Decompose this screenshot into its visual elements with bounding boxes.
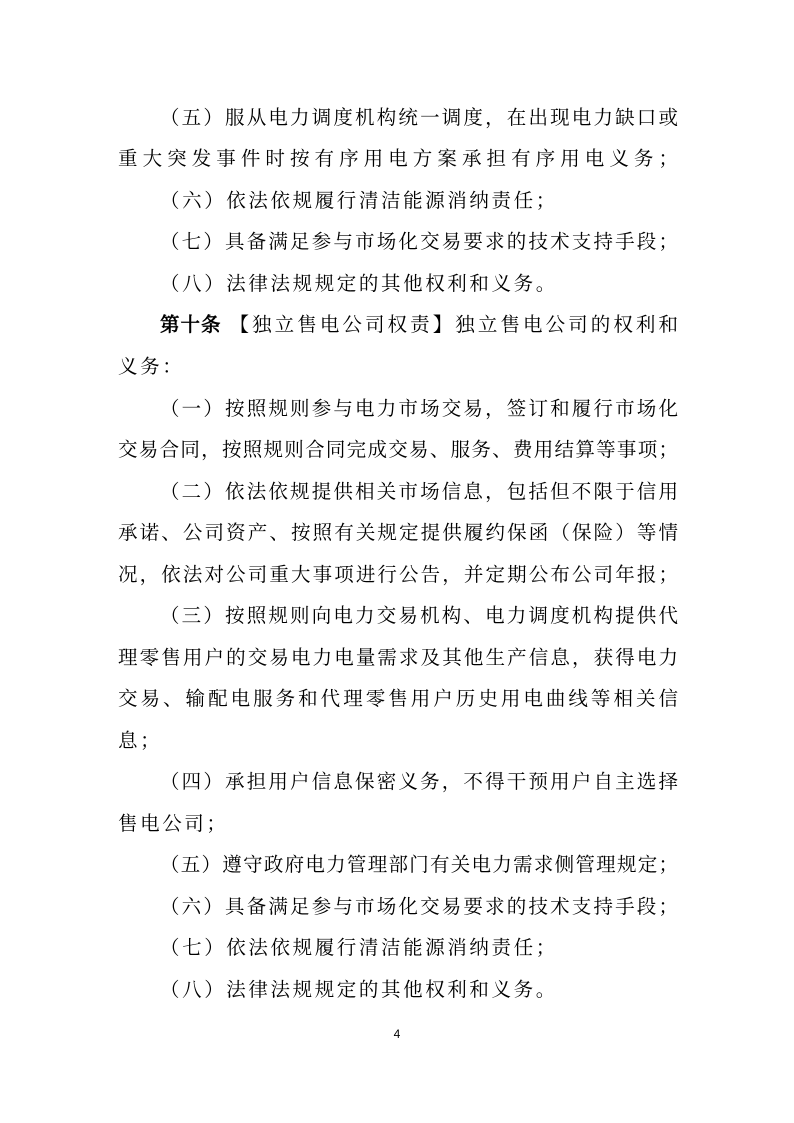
article-number: 第十条	[160, 313, 222, 336]
paragraph-line: （二）依法依规提供相关市场信息，包括但不限于信用	[160, 480, 678, 503]
paragraph-line: 售电公司；	[118, 812, 229, 835]
paragraph-line: 交易合同，按照规则合同完成交易、服务、费用结算等事项；	[118, 438, 678, 461]
paragraph-line: 交易、输配电服务和代理零售用户历史用电曲线等相关信	[118, 687, 678, 710]
paragraph-line: （五）服从电力调度机构统一调度，在出现电力缺口或	[160, 106, 678, 129]
paragraph-line: （六）具备满足参与市场化交易要求的技术支持手段；	[160, 895, 678, 918]
paragraph-line: 息；	[118, 729, 163, 752]
article-heading-text: 【独立售电公司权责】独立售电公司的权利和	[229, 313, 678, 336]
paragraph-line: （四）承担用户信息保密义务，不得干预用户自主选择	[160, 770, 678, 793]
paragraph-line: （七）依法依规履行清洁能源消纳责任；	[160, 936, 558, 959]
paragraph-line: （八）法律法规规定的其他权利和义务。	[160, 978, 558, 1001]
paragraph-line: （六）依法依规履行清洁能源消纳责任；	[160, 189, 558, 212]
paragraph-line: 承诺、公司资产、按照有关规定提供履约保函（保险）等情	[118, 521, 678, 544]
paragraph-line: 义务：	[118, 355, 185, 378]
paragraph-line: （七）具备满足参与市场化交易要求的技术支持手段；	[160, 230, 678, 253]
paragraph-line: 理零售用户的交易电力电量需求及其他生产信息，获得电力	[118, 646, 678, 669]
paragraph-line: （一）按照规则参与电力市场交易，签订和履行市场化	[160, 397, 678, 420]
paragraph-line: （八）法律法规规定的其他权利和义务。	[160, 272, 558, 295]
paragraph-line: 重大突发事件时按有序用电方案承担有序用电义务；	[118, 147, 678, 170]
article-heading	[160, 313, 678, 337]
paragraph-line: （三）按照规则向电力交易机构、电力调度机构提供代	[160, 604, 678, 627]
paragraph-line: 况，依法对公司重大事项进行公告，并定期公布公司年报；	[118, 563, 678, 586]
paragraph-line: （五）遵守政府电力管理部门有关电力需求侧管理规定；	[160, 853, 678, 876]
page-number: 4	[393, 1027, 401, 1041]
